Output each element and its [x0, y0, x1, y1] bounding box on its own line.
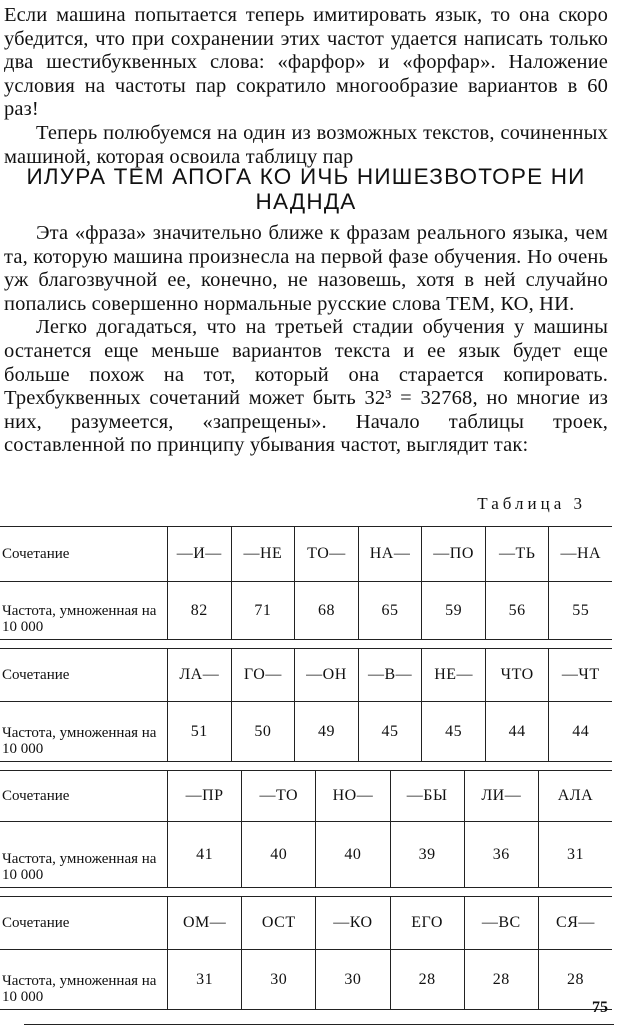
frequency-cell: 68	[295, 582, 359, 639]
frequency-cell: 28	[465, 950, 539, 1009]
row-label-frequency: Частота, умноженная на 10 000	[0, 822, 168, 887]
combination-cell: —БЫ	[391, 771, 465, 821]
top-text-block	[4, 4, 608, 169]
frequency-cell: 31	[566, 845, 584, 863]
frequency-cell: 28	[391, 950, 465, 1009]
frequency-cell: 40	[316, 822, 390, 887]
frequency-cell: 39	[391, 822, 465, 887]
frequency-cell: 44	[572, 722, 590, 740]
frequency-cell: 45	[422, 702, 486, 761]
row-label-combination: Сочетание	[0, 649, 168, 701]
table-section-3	[0, 770, 612, 888]
combination-cell: ГО—	[232, 649, 296, 701]
trigram-frequency-table	[0, 526, 612, 1010]
combination-cell: ЕГО	[391, 897, 465, 949]
combination-cell: ЧТО	[486, 649, 550, 701]
combination-cell: —ПР	[168, 771, 242, 821]
frequency-cell: 71	[232, 582, 296, 639]
bottom-text-block	[4, 222, 608, 458]
paragraph-2: Теперь полюбуемся на один из возможных текстов, сочиненных машиной, которая освоила таблицу пар	[4, 121, 608, 168]
frequency-cell: 45	[359, 702, 423, 761]
frequency-cell: 65	[359, 582, 423, 639]
frequency-cell: 28	[566, 970, 584, 988]
combination-cell: —КО	[316, 897, 390, 949]
combination-cell: —ТЬ	[486, 527, 550, 581]
paragraph-4: Легко догадаться, что на третьей стадии обучения у машины останется еще меньше вариантов текста и ее язык будет еще больше похож на тот, который она старается копировать. Трехбуквенных сочетаний может быть 32³ = 32768, но многие из них, разумеется, «запрещены». Начало таблицы троек, составленной по принципу убывания частот, выглядит так:	[4, 316, 608, 457]
combination-cell: ЛИ—	[465, 771, 539, 821]
combination-cell: АЛА	[557, 787, 594, 804]
combination-cell: НЕ—	[422, 649, 486, 701]
combination-cell: СЯ—	[556, 914, 595, 931]
row-label-frequency: Частота, умноженная на 10 000	[0, 702, 168, 761]
paragraph-3: Эта «фраза» значительно ближе к фразам реального языка, чем та, которую машина произнесла на первой фазе обучения. Но очень уж благозвучной ее, конечно, не назовешь, хотя в ней случайно попались совершенно нормальные русские слова ТЕМ, КО, НИ.	[4, 222, 608, 315]
combination-cell: —И—	[168, 527, 232, 581]
combination-cell: —ПО	[422, 527, 486, 581]
combination-cell: —НЕ	[232, 527, 296, 581]
combination-cell: —ОН	[295, 649, 359, 701]
combination-cell: НО—	[316, 771, 390, 821]
combination-cell: —ЧТ	[561, 666, 600, 683]
combination-cell: —В—	[359, 649, 423, 701]
table-row-combinations	[0, 896, 612, 950]
table-row-frequencies	[0, 950, 612, 1010]
frequency-cell: 30	[242, 950, 316, 1009]
frequency-cell: 82	[168, 582, 232, 639]
table-row-frequencies	[0, 582, 612, 640]
frequency-cell: 40	[242, 822, 316, 887]
combination-cell: ОСТ	[242, 897, 316, 949]
combination-cell: НА—	[359, 527, 423, 581]
frequency-cell: 50	[232, 702, 296, 761]
page-number: 75	[592, 999, 608, 1016]
row-label-frequency: Частота, умноженная на 10 000	[0, 950, 168, 1009]
table-section-2	[0, 648, 612, 762]
row-label-combination: Сочетание	[0, 897, 168, 949]
frequency-cell: 51	[168, 702, 232, 761]
table-row-combinations	[0, 770, 612, 822]
frequency-cell: 36	[465, 822, 539, 887]
frequency-cell: 55	[572, 601, 590, 619]
row-label-combination: Сочетание	[0, 771, 168, 821]
table-row-combinations	[0, 526, 612, 582]
table-row-combinations	[0, 648, 612, 702]
paragraph-1: Если машина попытается теперь имитировать язык, то она скоро убедится, что при сохранении этих частот удается написать только два шестибуквенных слова: «фарфор» и «форфар». Наложение условия на частоты пар сократило многообразие вариантов в 60 раз!	[4, 4, 608, 121]
table-section-1	[0, 526, 612, 640]
bottom-rule	[24, 1024, 614, 1025]
frequency-cell: 49	[295, 702, 359, 761]
frequency-cell: 56	[486, 582, 550, 639]
row-label-frequency: Частота, умноженная на 10 000	[0, 582, 168, 639]
frequency-cell: 44	[486, 702, 550, 761]
combination-cell: ТО—	[295, 527, 359, 581]
table-row-frequencies	[0, 822, 612, 888]
row-label-combination: Сочетание	[0, 527, 168, 581]
frequency-cell: 31	[168, 950, 242, 1009]
table-section-4	[0, 896, 612, 1010]
frequency-cell: 30	[316, 950, 390, 1009]
combination-cell: ЛА—	[168, 649, 232, 701]
frequency-cell: 59	[422, 582, 486, 639]
table-caption: Таблица 3	[477, 494, 586, 513]
combination-cell: —НА	[560, 545, 602, 562]
frequency-cell: 41	[168, 822, 242, 887]
combination-cell: —ВС	[465, 897, 539, 949]
machine-generated-phrase: ИЛУРА ТЕМ АПОГА КО ИЧЬ НИШЕЗВОТОРЕ НИ НАДНДА	[26, 164, 586, 214]
combination-cell: ОМ—	[168, 897, 242, 949]
table-row-frequencies	[0, 702, 612, 762]
combination-cell: —ТО	[242, 771, 316, 821]
